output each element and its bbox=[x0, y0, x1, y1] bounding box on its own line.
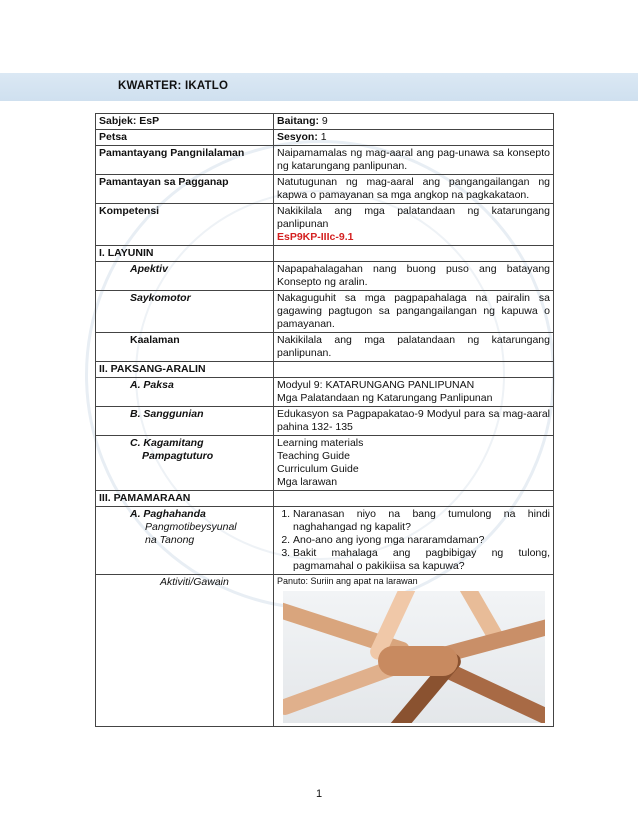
session-label: Sesyon: bbox=[277, 131, 318, 143]
date-label: Petsa bbox=[96, 130, 274, 146]
activity-instruction: Panuto: Suriin ang apat na larawan bbox=[277, 576, 418, 586]
subject-matter-heading: II. PAKSANG-ARALIN bbox=[96, 362, 274, 378]
table-row bbox=[96, 436, 554, 491]
procedure-heading: III. PAMAMARAAN bbox=[96, 491, 274, 507]
performance-standard-value: Natutugunan ng mag-aaral ang pangangailangan ng kapwa o pamayanan sa mga angkop na pagkakataon. bbox=[274, 175, 554, 204]
topic-line-2: Mga Palatandaan ng Katarungang Panlipunan bbox=[277, 392, 493, 404]
affective-value: Napapahalagahan nang buong puso ang batayang Konsepto ng aralin. bbox=[274, 262, 554, 291]
session-value: 1 bbox=[320, 131, 327, 143]
competency-label: Kompetensi bbox=[96, 204, 274, 246]
affective-label: Apektiv bbox=[96, 262, 274, 291]
quarter-header-band bbox=[0, 73, 638, 101]
table-row bbox=[96, 175, 554, 204]
cognitive-value: Nakikilala ang mga palatandaan ng katarungang panlipunan. bbox=[274, 333, 554, 362]
grade-label: Baitang: bbox=[277, 115, 319, 127]
table-row bbox=[96, 146, 554, 175]
materials-label-line-1: C. Kagamitang bbox=[130, 437, 204, 449]
table-row bbox=[96, 246, 554, 262]
subject-label: Sabjek: bbox=[99, 115, 137, 127]
competency-value: Nakikilala ang mga palatandaan ng katarungang panlipunan bbox=[277, 205, 550, 230]
content-standard-label: Pamantayang Pangnilalaman bbox=[96, 146, 274, 175]
topic-line-1: Modyul 9: KATARUNGANG PANLIPUNAN bbox=[277, 379, 475, 391]
preparation-label-line-3: na Tanong bbox=[145, 534, 195, 546]
table-row bbox=[96, 362, 554, 378]
joined-hands-photo bbox=[283, 591, 545, 723]
table-row bbox=[96, 204, 554, 246]
topic-label: A. Paksa bbox=[96, 378, 274, 407]
table-row bbox=[96, 333, 554, 362]
question-item: 3. Bakit mahalaga ang pagbibigay ng tulong, pagmamahal o pakikiisa sa kapuwa? bbox=[293, 547, 550, 573]
content-standard-value: Naipamamalas ng mag-aaral ang pag-unawa sa konsepto ng katarungang panlipunan. bbox=[274, 146, 554, 175]
activity-label: Aktiviti/Gawain bbox=[96, 575, 274, 727]
table-row bbox=[96, 130, 554, 146]
performance-standard-label: Pamantayan sa Pagganap bbox=[96, 175, 274, 204]
material-item: Teaching Guide bbox=[277, 450, 350, 462]
material-item: Curriculum Guide bbox=[277, 463, 359, 475]
objectives-heading: I. LAYUNIN bbox=[96, 246, 274, 262]
subject-value: EsP bbox=[139, 115, 160, 127]
table-row bbox=[96, 407, 554, 436]
table-row bbox=[96, 378, 554, 407]
material-item: Learning materials bbox=[277, 437, 364, 449]
cognitive-label: Kaalaman bbox=[96, 333, 274, 362]
page-number: 1 bbox=[315, 788, 323, 800]
table-row bbox=[96, 114, 554, 130]
table-row bbox=[96, 291, 554, 333]
motivational-questions-list bbox=[277, 508, 550, 573]
table-row bbox=[96, 262, 554, 291]
question-item: 2. Ano-ano ang iyong mga nararamdaman? bbox=[293, 534, 550, 547]
competency-code: EsP9KP-IIIc-9.1 bbox=[277, 231, 354, 243]
psychomotor-value: Nakaguguhit sa mga pagpapahalaga na pairalin sa gagawing pagtugon sa pangangailangan ng kapuwa o pamayanan. bbox=[274, 291, 554, 333]
lesson-plan-table bbox=[95, 113, 554, 727]
grade-value: 9 bbox=[321, 115, 328, 127]
reference-value: Edukasyon sa Pagpapakatao-9 Modyul para sa mag-aaral pahina 132- 135 bbox=[274, 407, 554, 436]
materials-label-line-2: Pampagtuturo bbox=[142, 450, 214, 462]
table-row bbox=[96, 575, 554, 727]
table-row bbox=[96, 507, 554, 575]
psychomotor-label: Saykomotor bbox=[96, 291, 274, 333]
question-item: 1. Naranasan niyo na bang tumulong na hindi naghahangad ng kapalit? bbox=[293, 508, 550, 534]
preparation-label-line-1: A. Paghahanda bbox=[130, 508, 206, 520]
table-row bbox=[96, 491, 554, 507]
quarter-title: KWARTER: IKATLO bbox=[118, 80, 229, 92]
material-item: Mga larawan bbox=[277, 476, 338, 488]
hands-center bbox=[378, 646, 458, 676]
preparation-label-line-2: Pangmotibeysyunal bbox=[145, 521, 237, 533]
reference-label: B. Sanggunian bbox=[96, 407, 274, 436]
